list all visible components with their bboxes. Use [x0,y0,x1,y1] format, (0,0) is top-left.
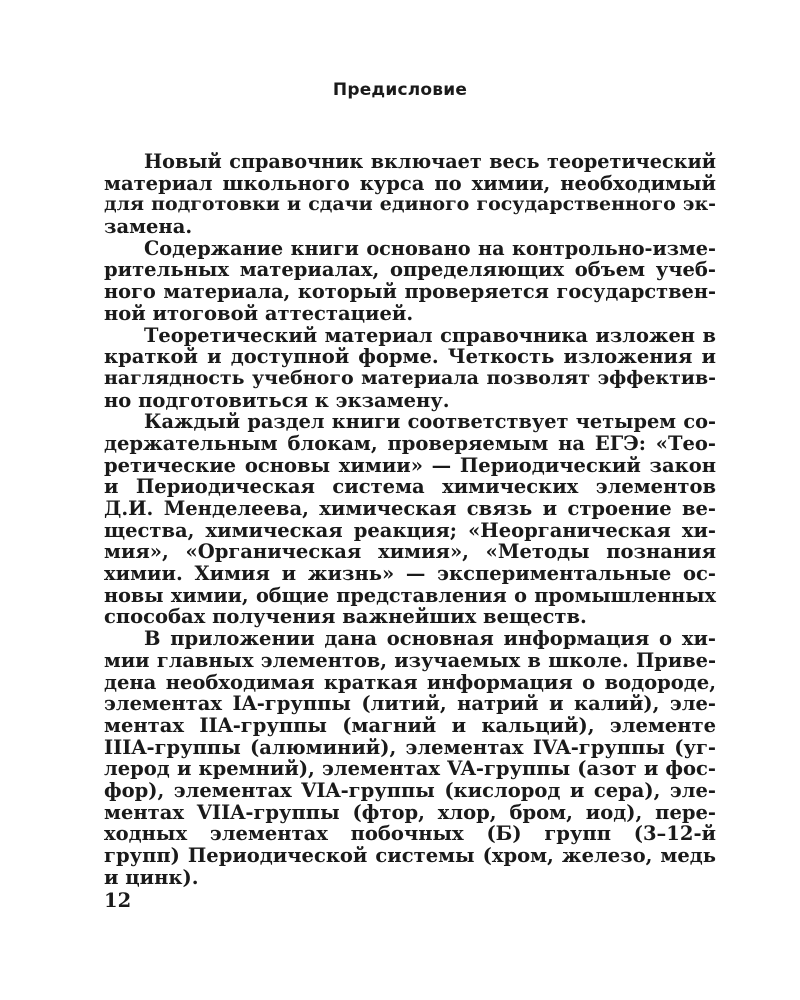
preface-body [104,151,716,888]
text-line: ного материала, который проверяется государствен- [104,280,716,304]
text-line: но подготовиться к экзамену. [104,388,450,412]
text-line: и цинк). [104,865,199,889]
text-line: для подготовки и сдачи единого государственного эк- [104,193,716,216]
text-line: рительных материалах, определяющих объем учеб- [104,258,716,282]
paragraph [104,325,716,412]
text-line: ментах VIIA-группы (фтор, хлор, бром, иод), пере- [104,800,716,824]
text-line: мия», «Органическая химия», «Методы познания [104,540,716,564]
text-line: дена необходимая краткая информация о водороде, [104,670,716,694]
text-line: Каждый раздел книги соответствует четырем со- [144,410,716,434]
text-line: замена. [104,215,193,239]
text-line: материал школьного курса по химии, необходимый [104,171,716,195]
page-title: Предисловие [332,80,468,100]
text-line: мии главных элементов, изучаемых в школе. Приве- [104,648,716,672]
text-line: ментах IIA-группы (магний и кальций), элементе [104,713,716,737]
text-line: Теоретический материал справочника изложен в [144,323,716,347]
text-line: держательным блокам, проверяемым на ЕГЭ: «Тео- [104,431,716,455]
text-line: элементах IA-группы (литий, натрий и калий), эле- [104,692,716,716]
paragraph [104,151,716,238]
text-line: щества, химическая реакция; «Неорганическая хи- [104,518,716,542]
text-line: способах получения важнейших веществ. [104,605,587,629]
text-line: ретические основы химии» — Периодический закон [104,453,716,477]
text-line: ходных элементах побочных (Б) групп (3–12-й [104,822,716,846]
text-line: краткой и доступной форме. Четкость изложения и [104,345,716,369]
text-line: ной итоговой аттестацией. [104,301,414,325]
text-line: наглядность учебного материала позволят эффектив- [104,366,716,389]
text-line: химии. Химия и жизнь» — экспериментальные ос- [104,562,716,586]
text-line: и Периодическая система химических элементов [104,475,716,499]
text-line: Содержание книги основано на контрольно-изме- [144,236,716,260]
text-line: Новый справочник включает весь теоретический [144,150,716,173]
paragraph [104,411,716,628]
page-number: 12 [104,889,132,912]
text-line: фор), элементах VIA-группы (кислород и сера), эле- [104,778,716,802]
text-line: IIIA-группы (алюминий), элементах IVA-группы (уг- [104,735,716,759]
text-line: Д.И. Менделеева, химическая связь и строение ве- [104,497,716,520]
paragraph [104,628,716,888]
text-line: новы химии, общие представления о промышленных [104,583,716,607]
text-line: групп) Периодической системы (хром, железо, медь [104,844,716,867]
text-line: В приложении дана основная информация о хи- [144,627,716,651]
text-line: лерод и кремний), элементах VA-группы (азот и фос- [104,757,716,781]
paragraph [104,238,716,325]
